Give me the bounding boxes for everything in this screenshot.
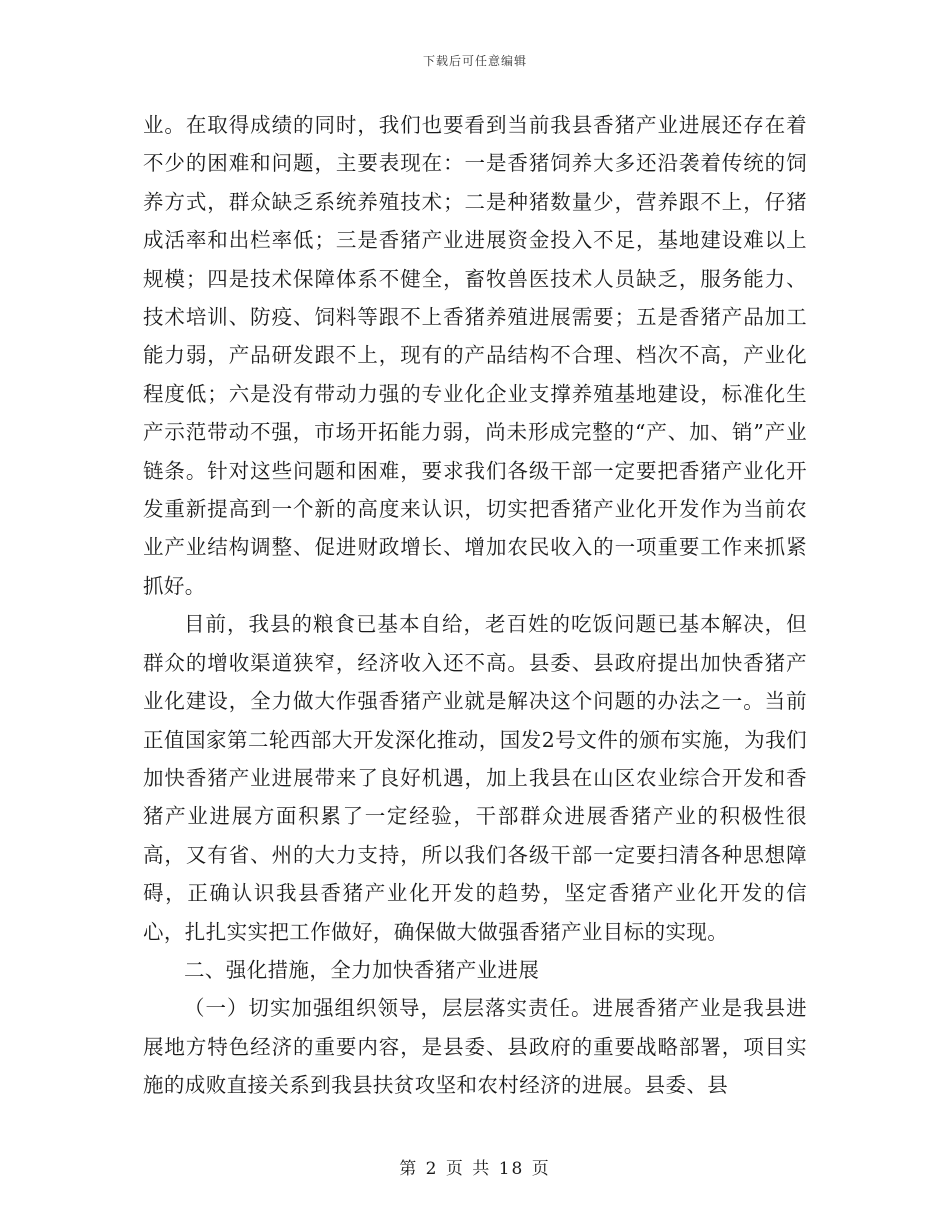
section-heading: 二、强化措施，全力加快香猪产业进展 [184,957,540,982]
page-header: 下载后可任意编辑 [422,54,527,68]
paragraph: 目前，我县的粮食已基本自给，老百姓的吃饭问题已基本解决，但群众的增收渠道狭窄，经济收入还不高。县委、县政府提出加快香猪产业化建设，全力做大作强香猪产业就是解决这个问题的办法之一。当前正值国家第二轮西部大开发深化推动，国发2号文件的颁布实施，为我们加快香猪产业进展带来了良好机遇，加上我县在山区农业综合开发和香猪产业进展方面积累了一定经验，干部群众进展香猪产业的积极性很高，又有省、州的大力支持，所以我们各级干部一定要扫清各种思想障碍，正确认识我县香猪产业化开发的趋势，坚定香猪产业化开发的信心，扎扎实实把工作做好，确保做大做强香猪产业目标的实现。 [143,612,807,944]
page-number: 第 2 页 共 18 页 [399,1159,551,1179]
paragraph: （一）切实加强组织领导，层层落实责任。进展香猪产业是我县进展地方特色经济的重要内容，是县委、县政府的重要战略部署，项目实施的成败直接关系到我县扶贫攻坚和农村经济的进展。县委、县 [143,996,807,1098]
document-body [143,106,807,1105]
paragraph: 业。在取得成绩的同时，我们也要看到当前我县香猪产业进展还存在着不少的困难和问题，主要表现在：一是香猪饲养大多还沿袭着传统的饲养方式，群众缺乏系统养殖技术；二是种猪数量少，营养跟不上，仔猪成活率和出栏率低；三是香猪产业进展资金投入不足，基地建设难以上规模；四是技术保障体系不健全，畜牧兽医技术人员缺乏，服务能力、技术培训、防疫、饲料等跟不上香猪养殖进展需要；五是香猪产品加工能力弱，产品研发跟不上，现有的产品结构不合理、档次不高，产业化程度低；六是没有带动力强的专业化企业支撑养殖基地建设，标准化生产示范带动不强，市场开拓能力弱，尚未形成完整的“产、加、销”产业链条。针对这些问题和困难，要求我们各级干部一定要把香猪产业化开发重新提高到一个新的高度来认识，切实把香猪产业化开发作为当前农业产业结构调整、促进财政增长、增加农民收入的一项重要工作来抓紧抓好。 [143,113,807,598]
